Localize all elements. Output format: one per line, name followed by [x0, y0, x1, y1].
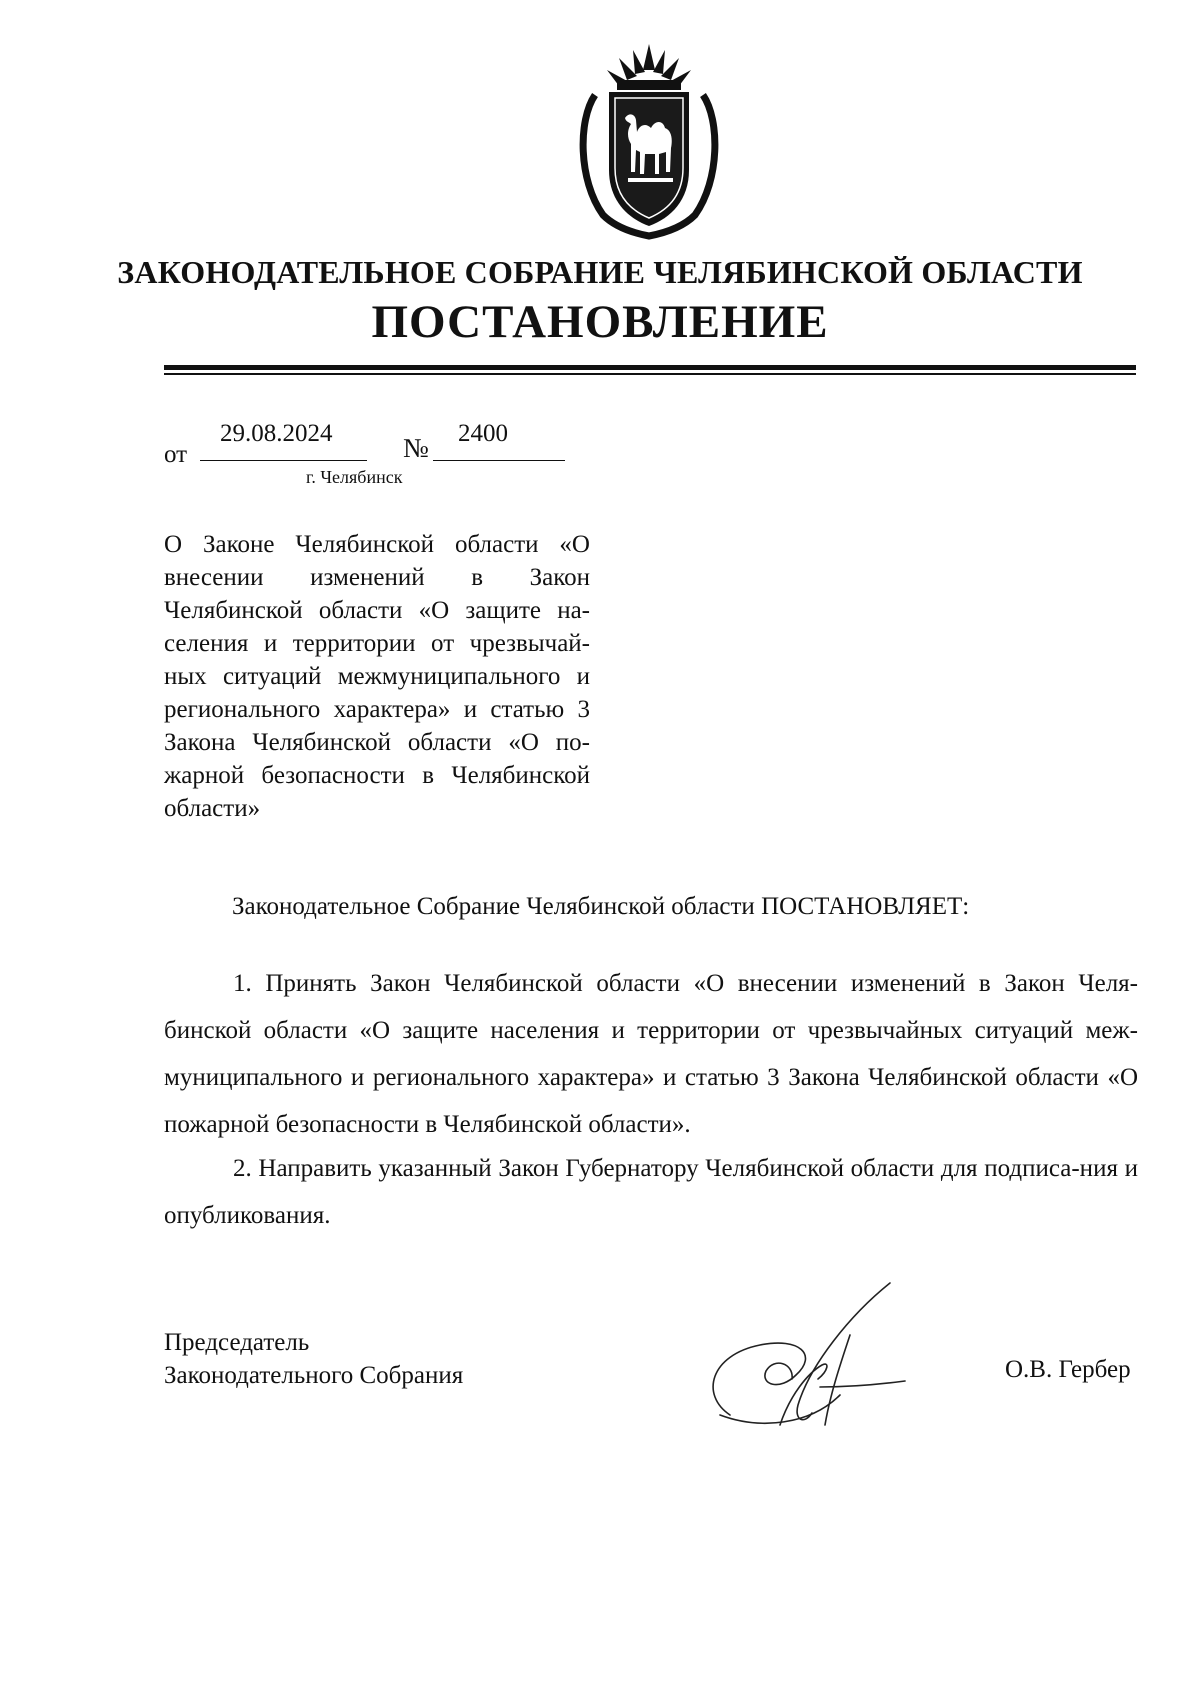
handwritten-signature-icon: [700, 1275, 930, 1435]
document-type-title: ПОСТАНОВЛЕНИЕ: [371, 296, 829, 348]
number-label: №: [403, 433, 429, 463]
document-number: 2400: [458, 420, 508, 447]
number-underline: [433, 460, 565, 461]
date-underline: [200, 460, 367, 461]
signatory-title: [164, 1326, 463, 1392]
header-divider-thick: [164, 365, 1136, 370]
resolution-item-1: 1. Принять Закон Челябинской области «О внесении изменений в Закон Челя-бинской области «О защите населения и территории от чрезвычайных ситуаций меж-муниципального и регионального характера» и статью 3 Закона Челябинской области «О пожарной безопасности в Челябинской области».: [164, 970, 1138, 1138]
organization-name: ЗАКОНОДАТЕЛЬНОЕ СОБРАНИЕ ЧЕЛЯБИНСКОЙ ОБЛАСТИ: [117, 254, 1083, 290]
signatory-title-line-2: Законодательного Собрания: [164, 1362, 464, 1389]
chelyabinsk-coat-of-arms-icon: [573, 40, 725, 240]
signatory-title-line-1: Председатель: [164, 1329, 310, 1356]
signatory-name: О.В. Гербер: [1005, 1356, 1131, 1383]
resolution-item-2: 2. Направить указанный Закон Губернатору Челябинской области для подписа-ния и опубликования.: [164, 1155, 1138, 1229]
document-city: г. Челябинск: [306, 467, 403, 487]
preamble: Законодательное Собрание Челябинской области ПОСТАНОВЛЯЕТ:: [232, 893, 970, 920]
header-divider-thin: [164, 373, 1136, 375]
document-date: 29.08.2024: [220, 420, 333, 447]
from-label: от: [164, 441, 188, 468]
document-subject: О Законе Челябинской области «О внесении изменений в Закон Челябинской области «О защите на-селения и территории от чрезвычай-ных ситуаций межмуниципального и регионального характера» и статью 3 Закона Челябинской области «О по-жарной безопасности в Челябинской области»: [164, 531, 590, 822]
